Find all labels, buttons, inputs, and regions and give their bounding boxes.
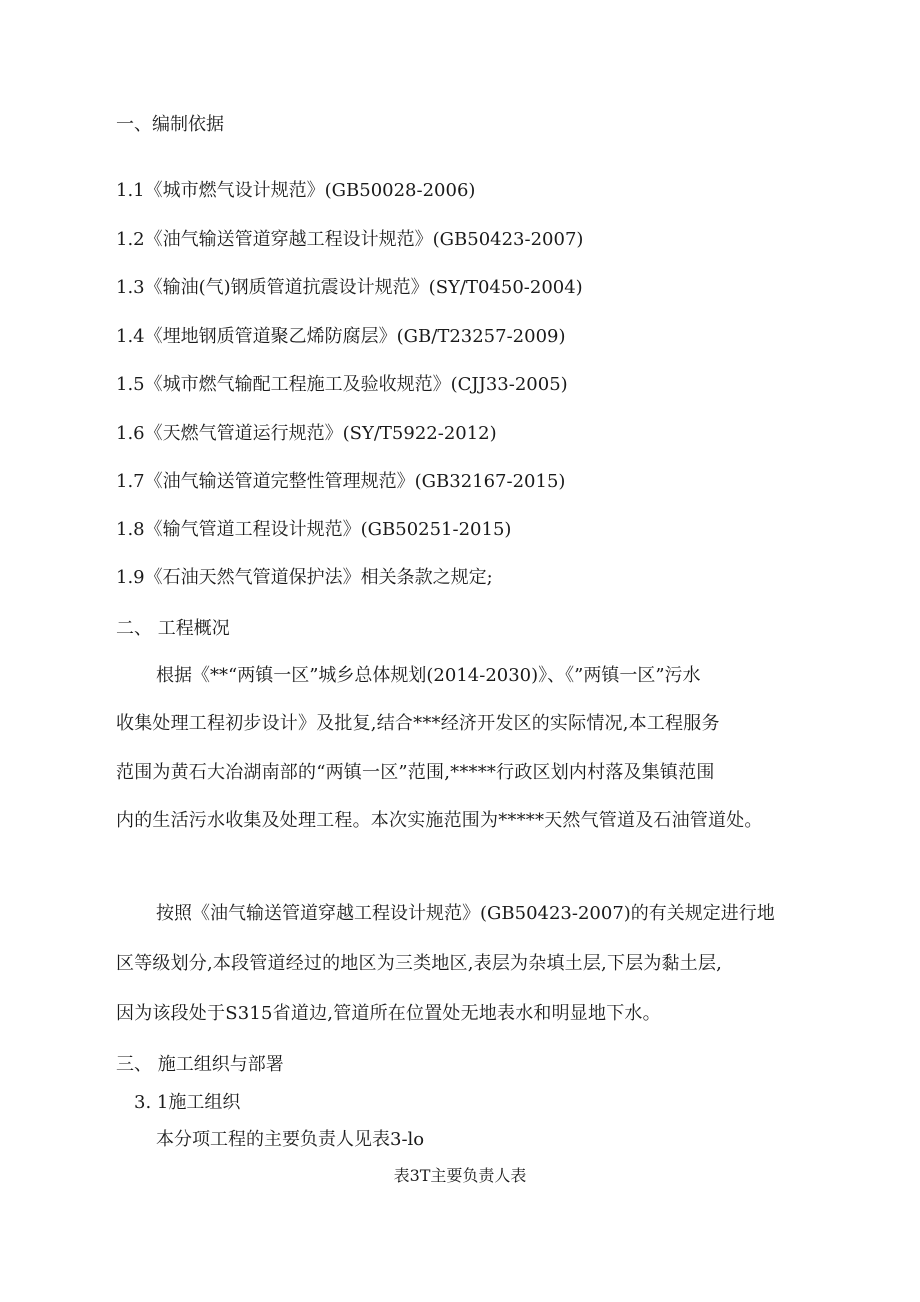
section1-title: 一、编制依据 [116,114,224,135]
reference-item-5: 1.5《城市燃气输配工程施工及验收规范》(CJJ33-2005) [116,374,568,395]
section3-subheading: 3. 1施工组织 [134,1092,241,1113]
section2-title: 二、 工程概况 [116,618,230,639]
reference-item-3: 1.3《输油(气)钢质管道抗震设计规范》(SY/T0450-2004) [116,277,583,298]
reference-item-6: 1.6《天燃气管道运行规范》(SY/T5922-2012) [116,423,497,444]
overview-para1-line4: 内的生活污水收集及处理工程。本次实施范围为*****天然气管道及石油管道处。 [116,810,763,831]
section3-text: 本分项工程的主要负责人见表3-lo [156,1129,425,1150]
overview-para2-line2: 区等级划分,本段管道经过的地区为三类地区,表层为杂填土层,下层为黏土层, [116,953,723,974]
overview-para1-line3: 范围为黄石大冶湖南部的“两镇一区”范围,*****行政区划内村落及集镇范围 [116,762,715,783]
overview-para2-line3: 因为该段处于S315省道边,管道所在位置处无地表水和明显地下水。 [116,1003,661,1024]
overview-para2-line1: 按照《油气输送管道穿越工程设计规范》(GB50423-2007)的有关规定进行地 [156,903,775,924]
reference-item-1: 1.1《城市燃气设计规范》(GB50028-2006) [116,180,476,201]
overview-para1-line2: 收集处理工程初步设计》及批复,结合***经济开发区的实际情况,本工程服务 [116,713,720,734]
section3-title: 三、 施工组织与部署 [116,1054,284,1075]
overview-para1-line1: 根据《**“两镇一区”城乡总体规划(2014-2030)》、《”两镇一区”污水 [156,665,701,686]
reference-item-2: 1.2《油气输送管道穿越工程设计规范》(GB50423-2007) [116,229,584,250]
reference-item-9: 1.9《石油天然气管道保护法》相关条款之规定; [116,567,493,588]
reference-item-4: 1.4《埋地钢质管道聚乙烯防腐层》(GB/T23257-2009) [116,326,566,347]
reference-item-7: 1.7《油气输送管道完整性管理规范》(GB32167-2015) [116,471,566,492]
table-caption: 表3T主要负责人表 [393,1166,527,1185]
reference-item-8: 1.8《输气管道工程设计规范》(GB50251-2015) [116,519,512,540]
